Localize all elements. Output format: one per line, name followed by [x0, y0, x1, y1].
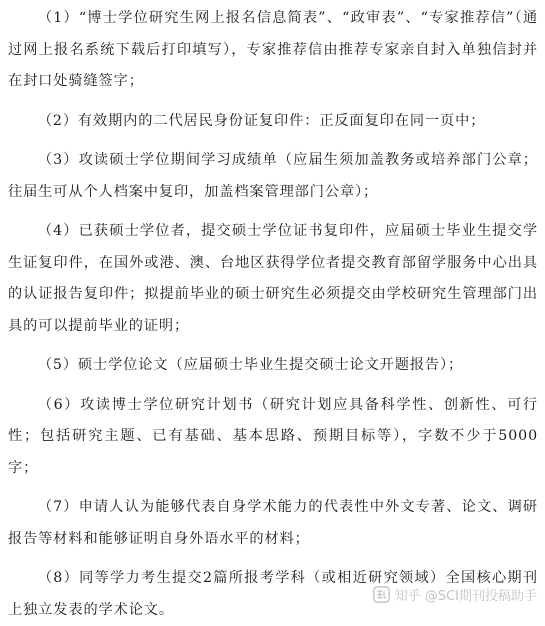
paragraph-1: （1）“博士学位研究生网上报名信息简表”、“政审表”、“专家推荐信”（通过网上报名系统下载后打印填写），专家推荐信由推荐专家亲自封入单独信封并在封口处骑缝签字；: [8, 10, 538, 89]
watermark: [373, 585, 537, 604]
zhihu-logo-icon: [373, 586, 390, 603]
paragraph-6: （6）攻读博士学位研究计划书（研究计划应具备科学性、创新性、可行性；包括研究主题、已有基础、基本思路、预期目标等），字数不少于5000字；: [8, 396, 538, 476]
paragraph-4: （4）已获硕士学位者，提交硕士学位证书复印件，应届硕士毕业生提交学生证复印件，在国外或港、澳、台地区获得学位者提交教育部留学服务中心出具的认证报告复印件；拟提前毕业的硕士研究生必须提交由学校研究生管理部门出具的可以提前毕业的证明；: [8, 223, 538, 334]
paragraph-8: （8）同等学力考生提交2篇所报考学科（或相近研究领域）全国核心期刊上独立发表的学术论文。: [8, 570, 538, 618]
paragraph-7: （7）申请人认为能够代表自身学术能力的代表性中外文专著、论文、调研报告等材料和能够证明自身外语水平的材料；: [8, 499, 538, 547]
paragraph-2: （2）有效期内的二代居民身份证复印件：正反面复印在同一页中；: [37, 112, 486, 129]
paragraph-3: （3）攻读硕士学位期间学习成绩单（应届生须加盖教务或培养部门公章；往届生可从个人档案中复印，加盖档案管理部门公章）；: [8, 152, 538, 200]
watermark-text: 知乎 @SCI期刊投稿助手: [394, 589, 537, 604]
paragraph-5: （5）硕士学位论文（应届硕士毕业生提交硕士论文开题报告）；: [37, 357, 464, 373]
